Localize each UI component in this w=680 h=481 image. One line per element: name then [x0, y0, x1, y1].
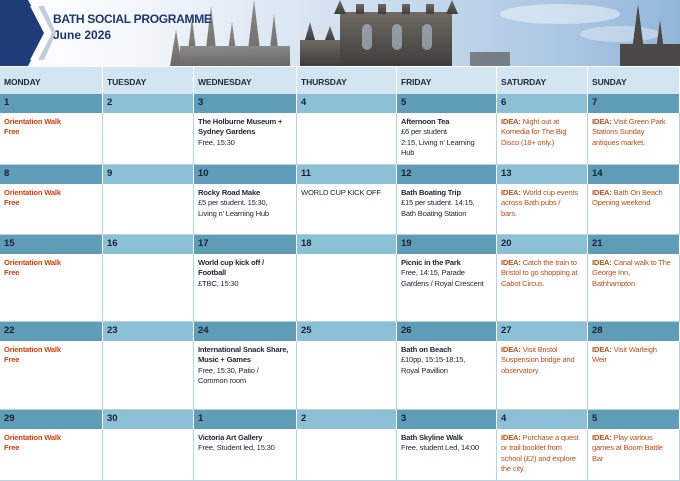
day-cell[interactable] — [397, 113, 497, 165]
event-line: Free — [4, 127, 20, 137]
date-number: 25 — [297, 322, 397, 341]
day-cell[interactable] — [103, 184, 194, 235]
day-cell[interactable] — [588, 184, 680, 235]
day-header-wednesday: WEDNESDAY — [194, 67, 297, 94]
date-number: 24 — [194, 322, 297, 341]
day-cell[interactable] — [0, 184, 103, 235]
event-line: Disco (18+ only.) — [501, 137, 555, 147]
event-line: Bath Skyline Walk — [401, 433, 463, 442]
day-cell[interactable] — [194, 184, 297, 235]
event-line: Football — [198, 268, 226, 278]
date-number: 11 — [297, 165, 397, 184]
event-line: Sydney Gardens — [198, 127, 256, 137]
event-line: World cup kick off / — [198, 258, 264, 267]
event-line: Free — [4, 443, 20, 453]
header-banner — [0, 0, 680, 66]
date-number: 16 — [103, 235, 194, 254]
event-line: Royal Pavillion — [401, 365, 448, 375]
event-line: Komedia for The Big — [501, 127, 567, 137]
day-header-sunday: SUNDAY — [588, 67, 680, 94]
event-line: Suspension bridge and — [501, 355, 575, 365]
date-number: 8 — [0, 165, 103, 184]
navy-strip — [0, 0, 16, 66]
date-number: 5 — [588, 410, 680, 429]
date-number: 27 — [497, 322, 588, 341]
event-line: £TBC, 15:30 — [198, 278, 239, 288]
idea-label: IDEA: — [501, 117, 521, 126]
day-cell[interactable] — [0, 341, 103, 410]
date-number: 21 — [588, 235, 680, 254]
date-number: 15 — [0, 235, 103, 254]
day-header-friday: FRIDAY — [397, 67, 497, 94]
day-cell[interactable] — [194, 341, 297, 410]
date-number: 13 — [497, 165, 588, 184]
event-line — [592, 258, 676, 268]
event-line: across Bath pubs / — [501, 198, 561, 208]
idea-text: Purchase a quest — [520, 433, 579, 442]
day-header-thursday: THURSDAY — [297, 67, 397, 94]
event-line: antiques market. — [592, 137, 645, 147]
event-line: or trail booklet from — [501, 443, 562, 453]
day-cell[interactable] — [497, 184, 588, 235]
event-line: the city. — [501, 464, 525, 474]
event-line — [592, 345, 676, 355]
date-number: 4 — [297, 94, 397, 113]
event-line: Stations Sunday — [592, 127, 645, 137]
event-line: Free — [4, 268, 20, 278]
event-line: Orientation Walk — [4, 117, 61, 126]
event-line: Bristol to go shopping at — [501, 268, 578, 278]
page-subtitle: June 2026 — [53, 28, 112, 42]
day-cell[interactable] — [397, 341, 497, 410]
day-cell[interactable] — [397, 254, 497, 322]
event-line: £6 per student — [401, 127, 447, 137]
date-number: 5 — [397, 94, 497, 113]
event-line: Free — [4, 355, 20, 365]
event-line: school (£2) and explore — [501, 453, 576, 463]
day-header-saturday: SATURDAY — [497, 67, 588, 94]
date-number: 19 — [397, 235, 497, 254]
event-line: Free, student Led, 14:00 — [401, 443, 479, 453]
day-cell[interactable] — [103, 341, 194, 410]
event-line: International Snack Share, — [198, 345, 289, 354]
idea-label: IDEA: — [501, 345, 521, 354]
event-line: Rocky Road Make — [198, 188, 260, 197]
date-number: 1 — [194, 410, 297, 429]
event-line — [592, 117, 676, 127]
date-number: 2 — [103, 94, 194, 113]
chevron-logo-icon — [16, 0, 56, 66]
day-cell[interactable] — [588, 341, 680, 410]
day-cell[interactable] — [588, 113, 680, 165]
day-cell[interactable] — [297, 184, 397, 235]
day-cell[interactable] — [103, 113, 194, 165]
date-number: 7 — [588, 94, 680, 113]
idea-text: Night out at — [520, 117, 560, 126]
event-line: Bath Boating Trip — [401, 188, 461, 197]
day-cell[interactable] — [194, 113, 297, 165]
idea-text: Visit Warleigh — [611, 345, 657, 354]
idea-label: IDEA: — [592, 345, 612, 354]
day-cell[interactable] — [497, 341, 588, 410]
date-number: 3 — [194, 94, 297, 113]
date-number: 23 — [103, 322, 194, 341]
event-line: Picnic in the Park — [401, 258, 461, 267]
idea-text: Visit Bristol — [520, 345, 558, 354]
event-line: Orientation Walk — [4, 258, 61, 267]
calendar-grid — [0, 67, 680, 481]
date-number: 3 — [397, 410, 497, 429]
idea-text: Bath On Beach — [611, 188, 663, 197]
event-line: Opening weekend — [592, 198, 651, 208]
day-cell[interactable] — [103, 429, 194, 481]
event-line — [501, 117, 584, 127]
event-line: Orientation Walk — [4, 433, 61, 442]
day-cell[interactable] — [297, 254, 397, 322]
event-line: Hub — [401, 148, 415, 158]
date-number: 20 — [497, 235, 588, 254]
idea-label: IDEA: — [592, 188, 612, 197]
event-line: George Inn, — [592, 268, 630, 278]
date-number: 18 — [297, 235, 397, 254]
event-line: Living n' Learning Hub — [198, 208, 269, 218]
event-line: bars. — [501, 208, 517, 218]
event-line — [501, 258, 584, 268]
date-number: 1 — [0, 94, 103, 113]
day-cell[interactable] — [194, 429, 297, 481]
day-cell[interactable] — [497, 254, 588, 322]
event-line: Free — [4, 198, 20, 208]
event-line: Cabot Circus. — [501, 278, 545, 288]
day-cell[interactable] — [103, 254, 194, 322]
event-line: The Holburne Museum + — [198, 117, 283, 126]
event-line: observatory — [501, 365, 539, 375]
date-number: 2 — [297, 410, 397, 429]
event-line: Orientation Walk — [4, 345, 61, 354]
date-number: 12 — [397, 165, 497, 184]
day-cell[interactable] — [497, 429, 588, 481]
event-line: Free, 15:30, Patio / — [198, 365, 259, 375]
day-cell[interactable] — [0, 429, 103, 481]
day-cell[interactable] — [588, 254, 680, 322]
idea-label: IDEA: — [501, 433, 521, 442]
event-line: Orientation Walk — [4, 188, 61, 197]
date-number: 26 — [397, 322, 497, 341]
date-number: 22 — [0, 322, 103, 341]
event-line: Afternoon Tea — [401, 117, 450, 126]
date-number: 4 — [497, 410, 588, 429]
event-line: Bath on Beach — [401, 345, 452, 354]
date-number: 28 — [588, 322, 680, 341]
event-line — [592, 433, 676, 443]
date-number: 10 — [194, 165, 297, 184]
idea-text: Catch the train to — [520, 258, 577, 267]
day-cell[interactable] — [397, 184, 497, 235]
event-line: Music + Games — [198, 355, 251, 365]
event-line — [592, 188, 676, 198]
day-cell[interactable] — [297, 429, 397, 481]
day-cell[interactable] — [397, 429, 497, 481]
event-line: Victoria Art Gallery — [198, 433, 263, 442]
idea-text: World cup events — [520, 188, 578, 197]
idea-label: IDEA: — [592, 258, 612, 267]
day-cell[interactable] — [297, 341, 397, 410]
date-number: 14 — [588, 165, 680, 184]
date-number: 9 — [103, 165, 194, 184]
event-line: Gardens / Royal Crescent — [401, 278, 484, 288]
event-line: games at Boom Battle — [592, 443, 663, 453]
event-line: Weir — [592, 355, 607, 365]
day-cell[interactable] — [497, 113, 588, 165]
idea-label: IDEA: — [592, 117, 612, 126]
idea-label: IDEA: — [501, 258, 521, 267]
idea-label: IDEA: — [501, 188, 521, 197]
day-cell[interactable] — [588, 429, 680, 481]
event-line: Common room — [198, 376, 247, 386]
page-title: BATH SOCIAL PROGRAMME — [53, 12, 212, 26]
event-line — [501, 345, 584, 355]
event-line: Free, Student led, 15:30 — [198, 443, 275, 453]
date-number: 30 — [103, 410, 194, 429]
day-header-monday: MONDAY — [0, 67, 103, 94]
event-line: Free, 14:15, Parade — [401, 268, 465, 278]
event-line: WORLD CUP KICK OFF — [301, 188, 381, 197]
day-cell[interactable] — [297, 113, 397, 165]
event-line: £15 per student. 14:15, — [401, 198, 475, 208]
date-number: 29 — [0, 410, 103, 429]
event-line — [501, 433, 584, 443]
idea-text: Play various — [611, 433, 653, 442]
idea-text: Visit Green Park — [611, 117, 666, 126]
event-line: Bar — [592, 453, 604, 463]
day-header-tuesday: TUESDAY — [103, 67, 194, 94]
day-cell[interactable] — [194, 254, 297, 322]
idea-label: IDEA: — [592, 433, 612, 442]
event-line: £5 per student. 15:30, — [198, 198, 268, 208]
day-cell[interactable] — [0, 113, 103, 165]
event-line: Bath Boating Station — [401, 208, 467, 218]
event-line: 2:15, Living n' Learning — [401, 137, 475, 147]
day-cell[interactable] — [0, 254, 103, 322]
event-line: Bathhampton — [592, 278, 635, 288]
event-line: Free, 15:30 — [198, 137, 235, 147]
date-number: 17 — [194, 235, 297, 254]
event-line — [501, 188, 584, 198]
idea-text: Canal walk to The — [611, 258, 671, 267]
event-line: £10pp, 15:15-18:15, — [401, 355, 466, 365]
date-number: 6 — [497, 94, 588, 113]
